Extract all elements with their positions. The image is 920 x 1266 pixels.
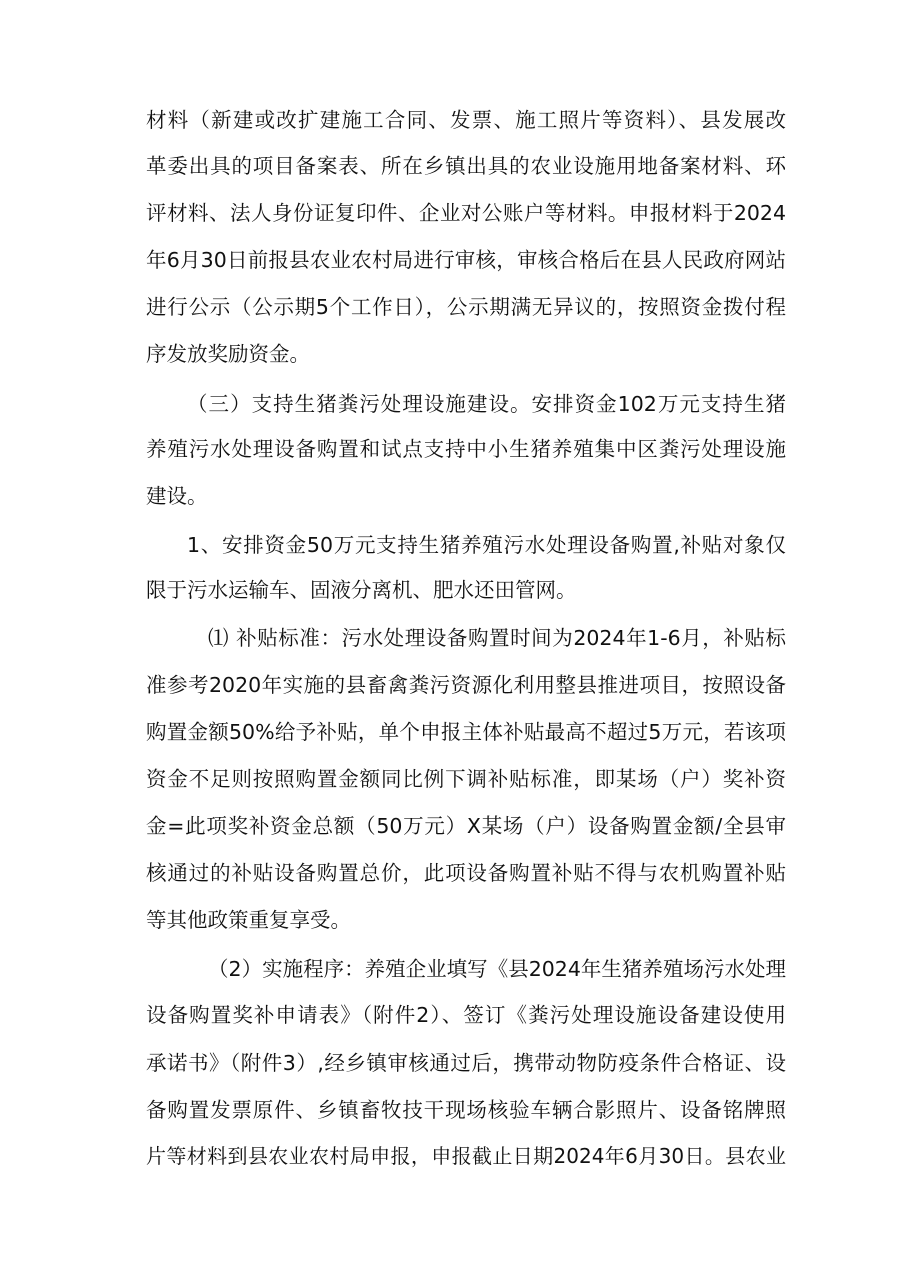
text-line: 养殖污水处理设备购置和试点支持中小生猪养殖集中区粪污处理设施 <box>146 437 786 461</box>
text-line: 金=此项奖补资金总额（50万元）X某场（户）设备购置金额/全县审 <box>146 814 786 838</box>
text-line: 进行公示（公示期5个工作日），公示期满无异议的，按照资金拨付程 <box>146 295 786 319</box>
text-line: 承诺书》（附件3）,经乡镇审核通过后，携带动物防疫条件合格证、设 <box>146 1051 786 1075</box>
text-line: 等其他政策重复享受。 <box>146 908 351 932</box>
list-item-first-line: 1、安排资金50万元支持生猪养殖污水处理设备购置,补贴对象仅 <box>187 533 786 557</box>
text-line: 限于污水运输车、固液分离机、肥水还田管网。 <box>146 578 577 602</box>
text-line: 购置金额50%给予补贴，单个申报主体补贴最高不超过5万元，若该项 <box>146 720 786 744</box>
sub-item-first-line: （2）实施程序：养殖企业填写《县2024年生猪养殖场污水处理 <box>208 957 786 981</box>
text-line: 设备购置奖补申请表》（附件2）、签订《粪污处理设施设备建设使用 <box>146 1003 786 1027</box>
text-line: 核通过的补贴设备购置总价，此项设备购置补贴不得与农机购置补贴 <box>146 861 786 885</box>
text-line: 材料（新建或改扩建施工合同、发票、施工照片等资料）、县发展改 <box>146 108 786 132</box>
text-line: 年6月30日前报县农业农村局进行审核，审核合格后在县人民政府网站 <box>146 248 786 272</box>
text-line: 评材料、法人身份证复印件、企业对公账户等材料。申报材料于2024 <box>146 201 786 225</box>
text-line: 革委出具的项目备案表、所在乡镇出具的农业设施用地备案材料、环 <box>146 154 786 178</box>
sub-item-first-line: ⑴ 补贴标准：污水处理设备购置时间为2024年1-6月，补贴标 <box>208 626 786 650</box>
text-line: 序发放奖励资金。 <box>146 342 310 366</box>
paragraph-heading-line: （三）支持生猪粪污处理设施建设。安排资金102万元支持生猪 <box>187 392 786 416</box>
text-line: 备购置发票原件、乡镇畜牧技干现场核验车辆合影照片、设备铭牌照 <box>146 1098 786 1122</box>
text-line: 资金不足则按照购置金额同比例下调补贴标准，即某场（户）奖补资 <box>146 767 786 791</box>
text-line: 片等材料到县农业农村局申报，申报截止日期2024年6月30日。县农业 <box>146 1144 786 1168</box>
text-line: 准参考2020年实施的县畜禽粪污资源化利用整县推进项目，按照设备 <box>146 673 786 697</box>
text-line: 建设。 <box>146 484 208 508</box>
